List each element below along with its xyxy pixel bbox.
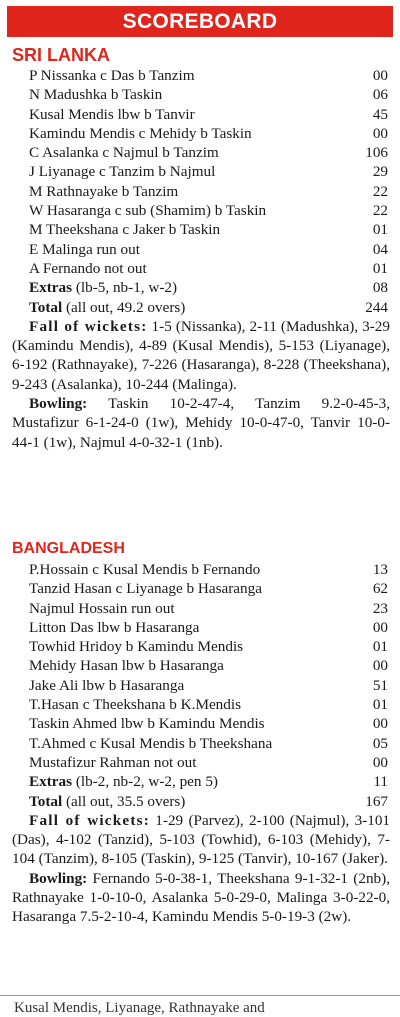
- fall-of-wickets: [12, 811, 390, 869]
- bangladesh-batting: [12, 560, 390, 811]
- batter-runs: 00: [372, 753, 388, 771]
- batter-name: Litton Das lbw b Hasaranga: [29, 618, 200, 636]
- total-row: [29, 792, 390, 811]
- total-runs: 167: [365, 792, 388, 810]
- batter-name: T.Hasan c Theekshana b K.Mendis: [29, 696, 242, 714]
- batting-row: [29, 734, 390, 753]
- batter-name: W Hasaranga c sub (Shamim) b Taskin: [29, 202, 267, 220]
- batter-runs: 45: [372, 105, 388, 123]
- batter-name: Towhid Hridoy b Kamindu Mendis: [29, 638, 244, 656]
- total-label: Total: [29, 298, 63, 316]
- team-name: SRI LANKA: [12, 45, 110, 65]
- bowling-label: Bowling:: [29, 395, 88, 413]
- bowling-figures: [12, 394, 390, 452]
- batting-row: [29, 85, 390, 104]
- batting-row: [29, 656, 390, 675]
- batter-runs: 29: [372, 163, 388, 181]
- batter-runs: 22: [372, 182, 388, 200]
- batter-name: C Asalanka c Najmul b Tanzim: [29, 144, 219, 162]
- extras-label: Extras: [29, 773, 73, 791]
- batter-name: Kamindu Mendis c Mehidy b Taskin: [29, 124, 252, 142]
- batting-row: [29, 637, 390, 656]
- batting-row: [29, 220, 390, 239]
- batter-runs: 00: [372, 715, 388, 733]
- team-name: BANGLADESH: [12, 540, 125, 557]
- batter-runs: 01: [372, 638, 388, 656]
- cutoff-article-text: Kusal Mendis, Liyanage, Rathnayake and: [14, 1000, 265, 1016]
- batter-runs: 01: [372, 696, 388, 714]
- batter-name: M Theekshana c Jaker b Taskin: [29, 221, 221, 239]
- batting-row: [29, 162, 390, 181]
- total-detail: (all out, 35.5 overs): [62, 792, 186, 810]
- fow-label: Fall of wickets:: [29, 811, 150, 829]
- fow-label: Fall of wickets:: [29, 317, 148, 335]
- batting-row: [29, 579, 390, 598]
- batting-row: [29, 695, 390, 714]
- bowling-label: Bowling:: [29, 869, 88, 887]
- batter-runs: 06: [372, 86, 388, 104]
- batter-name: Najmul Hossain run out: [29, 599, 175, 617]
- batter-name: M Rathnayake b Tanzim: [29, 182, 179, 200]
- batter-runs: 04: [372, 240, 388, 258]
- batter-runs: 13: [372, 561, 388, 578]
- sri-lanka-section: [12, 44, 390, 452]
- batting-row: [29, 182, 390, 201]
- batting-row: [29, 143, 390, 162]
- batter-name: P.Hossain c Kusal Mendis b Fernando: [29, 561, 261, 578]
- batter-runs: 23: [372, 599, 388, 617]
- scoreboard-title: SCOREBOARD: [122, 10, 278, 33]
- fow-text: 1-5 (Nissanka), 2-11 (Madushka), 3-29 (Kamindu Mendis), 4-89 (Kusal Mendis), 5-153 (Liyanage), 6-192 (Rathnayake), 7-226 (Hasaranga), 8-228 (Theekshana), 9-243 (Asalanka), 10-244 (Malinga).: [12, 317, 390, 393]
- total-runs: 244: [365, 298, 388, 316]
- extras-runs: 08: [372, 279, 388, 297]
- bangladesh-section: [12, 538, 390, 927]
- batting-row: [29, 714, 390, 733]
- batter-name: E Malinga run out: [29, 240, 140, 258]
- batter-runs: 106: [365, 144, 388, 162]
- bowling-figures: [12, 869, 390, 927]
- batter-runs: 05: [372, 734, 388, 752]
- fow-text: 1-29 (Parvez), 2-100 (Najmul), 3-101 (Das), 4-102 (Tanzid), 5-103 (Towhid), 6-103 (Mehidy), 7-104 (Tanzim), 8-105 (Taskin), 9-125 (Tanvir), 10-167 (Jaker).: [12, 811, 391, 868]
- total-detail: (all out, 49.2 overs): [62, 298, 186, 316]
- batting-row: [29, 676, 390, 695]
- batter-name: Jake Ali lbw b Hasaranga: [29, 676, 185, 694]
- total-row: [29, 298, 390, 317]
- batter-name: Mustafizur Rahman not out: [29, 753, 197, 771]
- batter-name: P Nissanka c Das b Tanzim: [29, 67, 195, 84]
- batting-row: [29, 753, 390, 772]
- fall-of-wickets: [12, 317, 390, 394]
- batting-row: [29, 599, 390, 618]
- extras-runs: 11: [373, 773, 388, 791]
- batting-row: [29, 240, 390, 259]
- extras-row: [29, 278, 390, 297]
- batter-runs: 00: [372, 657, 388, 675]
- batter-runs: 00: [372, 618, 388, 636]
- batting-row: [29, 560, 390, 579]
- batting-row: [29, 618, 390, 637]
- batter-name: N Madushka b Taskin: [29, 86, 163, 104]
- batter-runs: 62: [372, 580, 388, 598]
- total-label: Total: [29, 792, 63, 810]
- batting-row: [29, 124, 390, 143]
- batting-row: [29, 105, 390, 124]
- batter-name: T.Ahmed c Kusal Mendis b Theekshana: [29, 734, 273, 752]
- extras-row: [29, 772, 390, 791]
- batter-runs: 51: [372, 676, 388, 694]
- batter-runs: 22: [372, 202, 388, 220]
- batter-runs: 00: [372, 124, 388, 142]
- batter-name: Tanzid Hasan c Liyanage b Hasaranga: [29, 580, 262, 598]
- scoreboard-header: [7, 6, 393, 37]
- batter-runs: 01: [372, 221, 388, 239]
- batting-row: [29, 201, 390, 220]
- bottom-divider: [0, 995, 400, 996]
- batter-runs: 01: [372, 259, 388, 277]
- extras-detail: (lb-5, nb-1, w-2): [72, 279, 178, 297]
- batter-name: Taskin Ahmed lbw b Kamindu Mendis: [29, 715, 265, 733]
- bowling-text: Taskin 10-2-47-4, Tanzim 9.2-0-45-3, Mustafizur 6-1-24-0 (1w), Mehidy 10-0-47-0, Tanvir 10-0-44-1 (1w), Najmul 4-0-32-1 (1nb).: [12, 395, 390, 451]
- batter-name: J Liyanage c Tanzim b Najmul: [29, 163, 216, 181]
- sri-lanka-batting: [12, 66, 390, 317]
- batter-name: Mehidy Hasan lbw b Hasaranga: [29, 657, 224, 675]
- batter-runs: 00: [372, 67, 388, 84]
- batter-name: Kusal Mendis lbw b Tanvir: [29, 105, 195, 123]
- extras-detail: (lb-2, nb-2, w-2, pen 5): [72, 773, 218, 791]
- batting-row: [29, 66, 390, 85]
- batting-row: [29, 259, 390, 278]
- batter-name: A Fernando not out: [29, 259, 147, 277]
- extras-label: Extras: [29, 279, 73, 297]
- bowling-text: Fernando 5-0-38-1, Theekshana 9-1-32-1 (2nb), Rathnayake 1-0-10-0, Asalanka 5-0-29-0, Malinga 3-0-22-0, Hasaranga 7.5-2-10-4, Kamindu Mendis 5-0-19-3 (2w).: [12, 869, 390, 926]
